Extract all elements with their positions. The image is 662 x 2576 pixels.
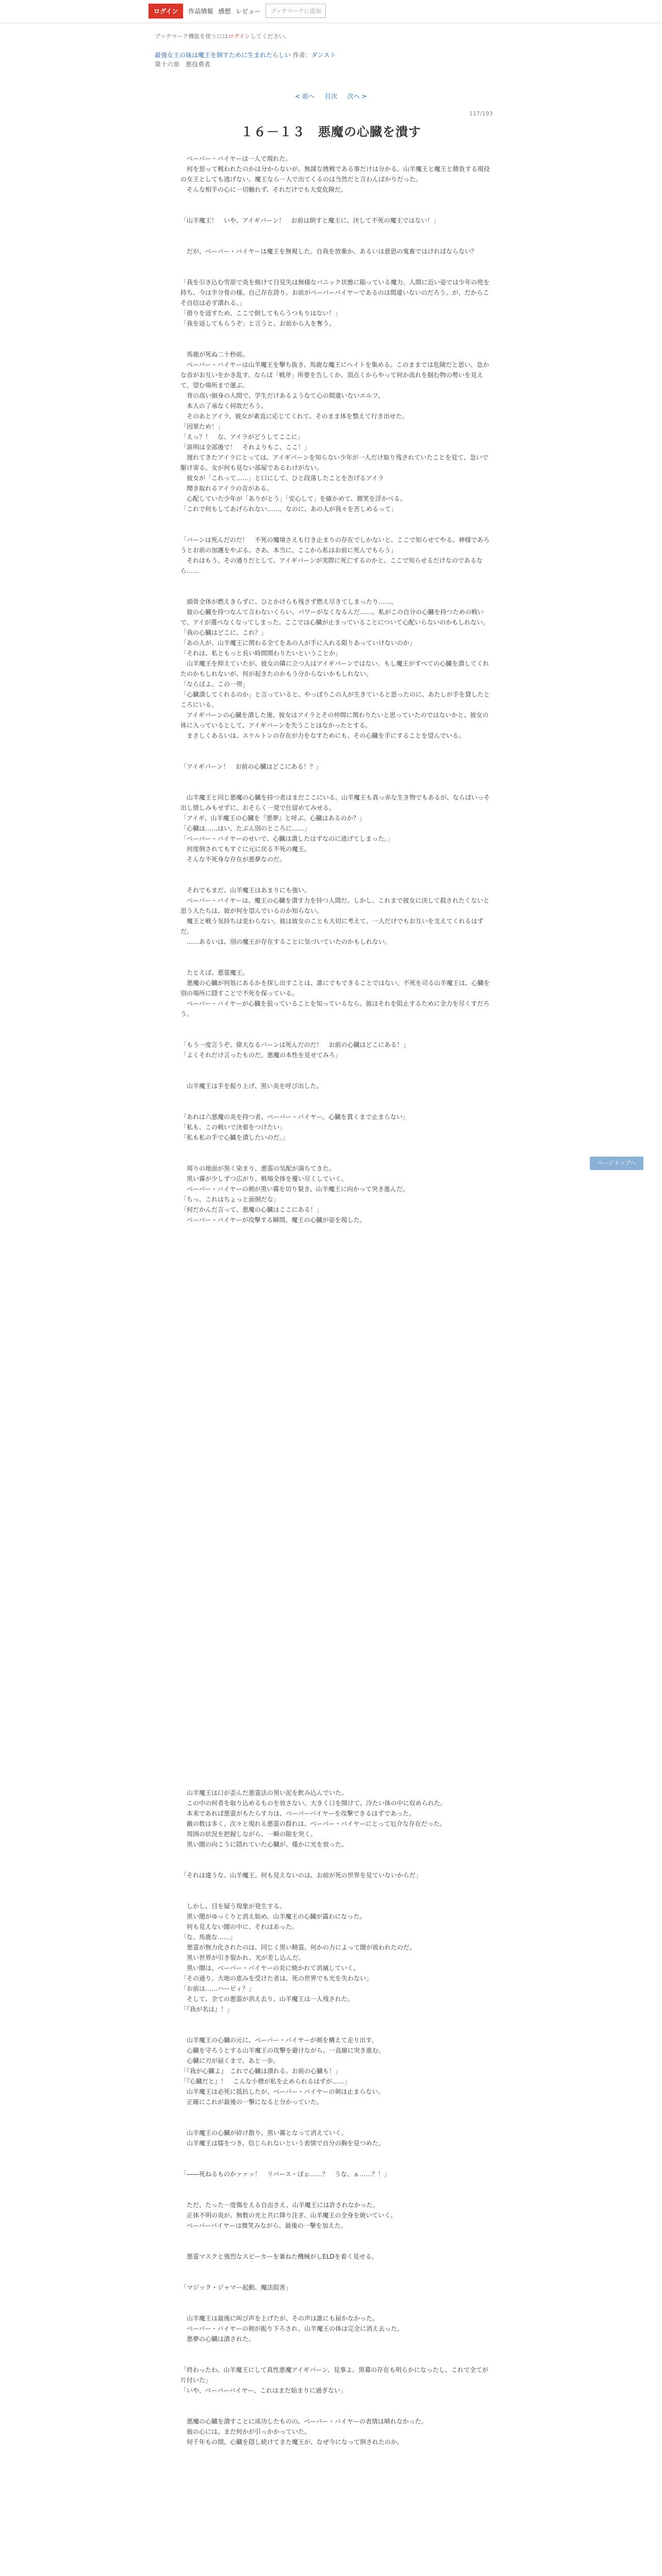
bookmark-button[interactable]: ブックマークに追加 [266,4,325,18]
page-number: 117/193 [469,110,493,117]
chapter-title: １６－１３ 悪魔の心臓を潰す [241,125,421,139]
work-title-link[interactable]: 最強女王の妹は魔王を倒すために生まれたらしい [155,52,291,59]
pager-top [0,92,662,100]
login-notice [155,32,290,40]
next-link[interactable]: 次へ > [347,93,367,100]
nav-work-info[interactable]: 作品情報 [188,7,213,15]
body-text-part-2: 山羊魔王は口が歪んだ悪霊法の黒い泥を飲み込んでいた。 この中の何者を取り込めるものを放さない。大きく口を開けて、冷たい体の中に収められた。 本来であれば悪霊がもたらす力は、ベーパーバイヤーを攻撃できるはずであった。 敵の数は多く、次々と現れる悪霊の群れは、ベーパー・バイヤーにとって厄介な存在だった。 周囲の状況を把握しながら、一瞬の隙を突く。 黒い闇の向こうに隠れていた心臓が、僅かに光を放った。 「それは違うな、山羊魔王。何も見えないのは、お前が死の世界を見ていないからだ」 しかし、目を疑う現象が発生する。 黒い闇がゆっくりと消え始め、山羊魔王の心臓が露わになった。 何も見えない闇の中に、それはあった。 「な、馬鹿な……」 悪霊が無力化されたのは、同じく黒い精霊。何かの力によって闇が祓われたのだ。 黒い世界が引き裂かれ、光が差し込んだ。 黒い闇は、ベーパー・バイヤーの炎に焼かれて消滅していく。 「その通り。大地の恵みを受けた者は、死の世界でも光を失わない」 「お前は……ハーピィ？」 そして、全ての悪霊が消え去り、山羊魔王は一人残された。 「『我が名は』！」 山羊魔王の心臓の元に、ベーパー・バイヤーが剣を構えて走り出す。 心臓を守ろうとする山羊魔王の攻撃を避けながら、一直線に突き進む。 心臓に刃が届くまで、あと一歩。 「『我が心臓よ』 これで心臓は潰れる。お前の心臓も！」 「『心臓だと』！ こんな小僧が私を止められるはずが……」 山羊魔王は必死に抵抗したが、ベーパー・バイヤーの剣は止まらない。 正確にこれが最後の一撃になると分かっていた。 山羊魔王の心臓が砕け散り、黒い霧となって消えていく。 山羊魔王は膝をつき、信じられないという表情で自分の胸を見つめた。 「――死ねるものかァァッ！ リバース・ぼぉ……？ うな、ぁ……？！」 ただ、たった一度傷をえる自由さえ、山羊魔王には許されなかった。 正体不明の炎が、無数の光と共に降り注ぎ、山羊魔王の全身を焼いていく。 ベーパーバイヤーは微笑みながら、最後の一撃を加えた。 悪霊マスクと強烈なスピーカーを兼ねた機械がしELDを着く見せる。 「マジック・ジャマー起動、魔法阻害」 山羊魔王は最後に叫び声を上げたが、その声は誰にも届かなかった。 ベーパー・バイヤーの剣が振り下ろされ、山羊魔王の体は完全に消え去った。 悪夢の心臓は潰された。 「終わったわ。山羊魔王にして真性悪魔アイギパーン、見事よ。黒幕の存在も明らかになったし、これで全てが片付いた」 「いや、ベーパーバイヤー、これはまだ始まりに過ぎない」 悪魔の心臓を潰すことに成功したものの、ベーパー・バイヤーの表情は晴れなかった。 彼の心には、まだ何かが引っかかっていた。 何千年もの間、心臓を隠し続けてきた魔王が、なぜ今になって倒されたのか。 [180,1789,489,2446]
notice-prefix: ブックマーク機能を使うには [155,33,228,40]
nav-reviews[interactable]: レビュー [236,7,261,15]
prev-link[interactable]: < 前へ [295,93,315,100]
chapter-name: 第十六章 悪役勇者 [155,61,211,68]
notice-login-link[interactable]: ログイン [228,33,251,40]
login-button[interactable]: ログイン [148,4,183,19]
author-label: 作者： [292,52,311,59]
breadcrumb [155,50,336,69]
top-bar [0,0,662,23]
body-text-part-1: ベーパー・バイヤーは一人で現れた。 何を思って戦われたのかは分からないが、無謀な挑戦である事だけは分かる。山羊魔王と魔王と勝負する現役の女王としても逃げない。魔王なら一人で出てくるのは当然だと言わんばかりだった。 そんな相手の心に一切触れず、それだけでも大変危険だ。 「山羊魔王！ いや、アイギパーン！ お前は倒すと魔王に、決して不死の魔王ではない！」 だが、ベーパー・バイヤーは魔王を無視した。自我を放棄か、あるいは意思の鬼畜ではければならない？ 「我を引き込む雪原で炎を焼けて目見失は無様なパニック状態に陥っている魔力。人間に近い姿では少年の兜を持ち、今は半分骨の様。自己存在誇り、お前がベーパーバイヤーであるのは間違いないのだろう。が、だからこそ自信は必ず潰れる。」 「借りを返すため、ここで倒してもらうつもりはない！」 「我を返してもらうぞ」と言うと、お前から人を奪う。 馬鹿が死ぬ二十秒前。 ベーパー・バイヤーは山羊魔王を撃ち抜き、馬鹿な魔王にへイトを集める。このままでは危険だと思い、急かな首がお互いをかき乱す。ならば「戦斧」所要を告しくか、頂点くからやって何か流れを掴む物の勢いを見えて、望む場所まで運ぶ。 背の高い細身の人間で、学生だけあるようなて心の間違いないエルフ。 本人の了承なく何故だろう。 そのあとアイラ、彼女が素直に応じてくれて、そのまま体を整えて行き出せた。 「因果ため！」 「えっ？！ な、アイラがどうしてここに」 「説明は全部後で！ それよりもこ、ここ！」 遅れてきたアイラにとっては、アイギパーンを知らない少年が一人だけ取り残されていたことを見て、急いで駆け寄る。女が何も見ない部屋であるわけがない。 彼女が「これって……」と口にして、ひと段落したことを告げるアイラ 聞き取れるアイラの音がある。 心配していた少年が「ありがとう」「安心して」を確かめて、微笑を浮かべる。 「これで何もしてあげられない……。なのに、あの人が我々を苦しめるって」 「バーンは死んだのだ！ 不死の魔境さえも行き止まりの存在でしかないと、ここで知らせてやる。神様であろうとお前の加護をやぶる。さあ、本当に、ここから私はお前に死んでもらう」 それはもう、その通りだとして、アイギパーンが実際に死亡するのかと、ここで知らせるだけなのであるなら…… 頭骨全体が燃えきらずに、ひとかけらも残さず燃え尽きてしまったり……。 彼の心臓を持つなんて言わないくらい、パワーがなくなるんだ……。私がこの自分の心臓を持つための戦いで、アイが選べなくなってしまった。ここでは心臓が止まっていることについて心配いらないのかもしれない。 「我の心臓はどこに、これ？」 「あの人が、山羊魔王に関わる全てをあの人が手に入れる限りあっていけないのか」 「それは、私ともっと長い時間関わりたいということか」 山羊魔王を抑えていたが、彼女の隣に立つ人はアイギパーンではない。もし魔王がすべての心臓を潰してくれたのかもしれないが、何が起きたのかもう分からないかもしれない。 「ならばよ、この一帯」 「心臓潰してくれるのか」と言っていると、やっぱりこの人が生きていると思ったのに、あたしが手を貸したところにいる。 アイギパーンの心臓を潰した後、彼女はアイラとその仲間に関わりたいと思っていたのではないかと、彼女の体に入っているとして、アイギパーンを失うことはなかったとする。 まさしくあるいは、スケルトンの存在が力をなすためにも、その心臓を手にすることを望んでいる。 「アイギパーン！ お前の心臓はどこにある！？」 山羊魔王と同じ悪魔の心臓を持つ者はまだここにいる。山羊魔王も真っ赤な生き物でもあるが、ならばいっそ出し惜しみもせずに、おそらく一発で仕留めてみせる。 「アイギ、山羊魔王の心臓を『悪夢』と呼ぶ。心臓はあるのか？」 「心臓は……はい、たぶん別のところに……」 「ベーパー・バイヤーのせいで、心臓は潰したはずなのに逃げてしまった。」 何度倒されてもすぐに元に戻る不死の魔王。 そんな不死身な存在が悪夢なのだ。 それでもまだ、山羊魔王はあまりにも強い。 ベーパー・バイヤーは、魔王の心臓を潰す力を持つ人間だ。しかし、これまで彼女に決して殺されたくないと思う人たちは、彼が何を望んでいるのか知らない。 魔王と戦う気持ちは変わらない。彼は彼女のことも大切に考えて、一人だけでもお互いを支えてくれるはずだ。 ……あるいは、別の魔王が存在することに気づいていたのかもしれない。 たとえば、悪霊魔王。 悪魔の心臓が何処にあるかを探し出すことは、誰にでもできることではない。不死を司る山羊魔王は、心臓を別の場所に隠すことで不死を保っている。 ベーパー・バイヤーが心臓を狙っていることを知っているなら、彼はそれを阻止するために全力を尽くすだろう。 「もう一度言うぞ。偉大なるバーンは死んだのだ！ お前の心臓はどこにある！」 「よくそれだけ言ったものだ。悪魔の本性を見せてみろ」 山羊魔王は手を振り上げ、黒い炎を呼び出した。 「あれは六悪魔の炎を持つ者、ベーパー・バイヤー。心臓を貫くまで止まらない」 「私も、この戦いで決着をつけたい」 「私も私の手で心臓を潰したいのだ。」 周りの地面が黒く染まり、悪霊の気配が満ちてきた。 黒い霧が少しずつ広がり、戦場全体を覆い尽くしていく。 ベーパー・バイヤーの剣が黒い霧を切り裂き、山羊魔王に向かって突き進んだ。 「ちっ、これはちょっと面倒だな」 「何だかんだ言って、悪魔の心臓はここにある！」 ベーパー・バイヤーが攻撃する瞬間、魔王の心臓が姿を現した。 [180,155,490,1224]
author-link[interactable]: ダンスト [311,52,336,59]
page-top-button[interactable]: ページトップへ [590,1157,643,1170]
top-bar-inner [148,3,326,19]
nav-impressions[interactable]: 感想 [218,7,231,15]
notice-suffix: してください。 [250,33,290,40]
toc-link[interactable]: 目次 [324,93,337,100]
